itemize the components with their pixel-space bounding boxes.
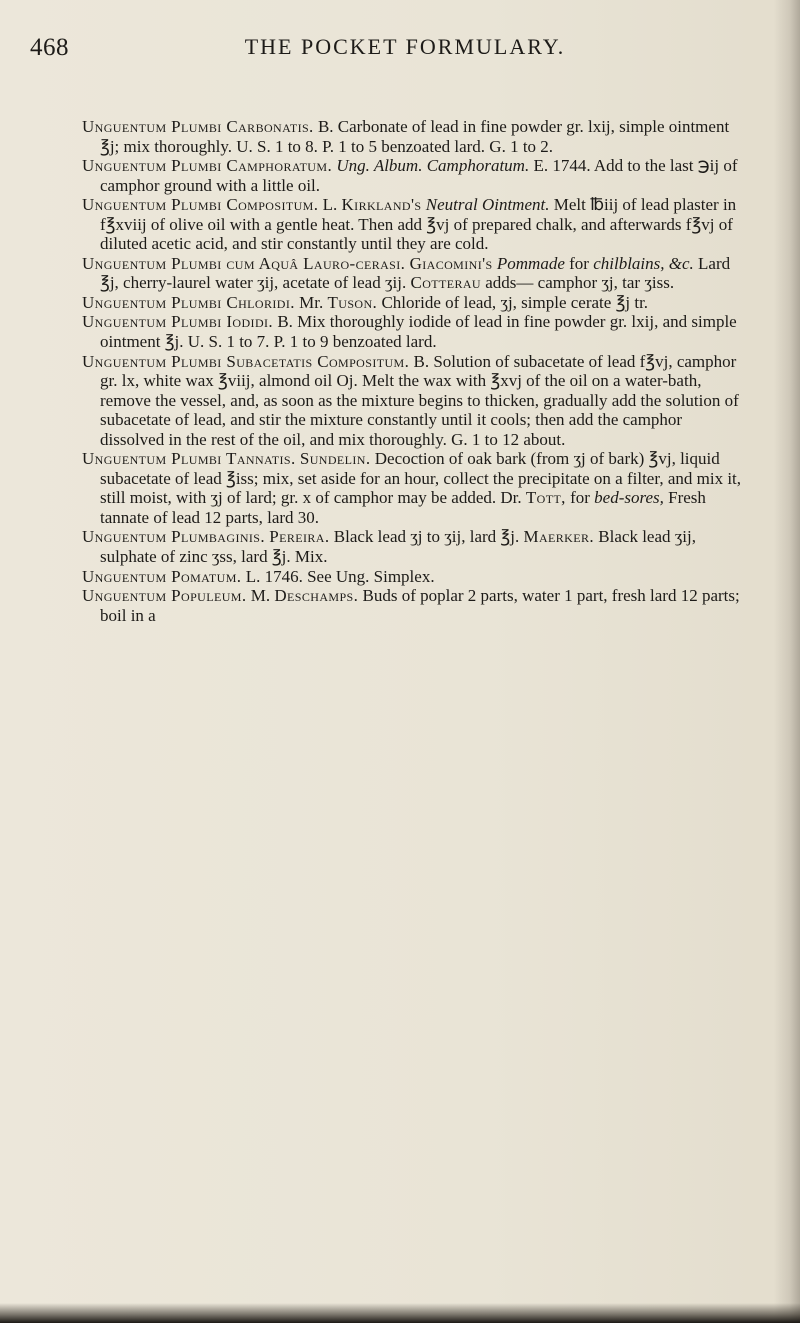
entry-text: Black lead ʒij, sulphate of zinc ʒss, lard ℥j. Mix. (100, 527, 697, 567)
entry-title: Unguentum Plumbi cum Aquâ Lauro-cerasi. (82, 253, 406, 273)
entry-title: Unguentum Plumbi Iodidi. (82, 312, 274, 332)
entry-title: Unguentum Plumbi Tannatis. (82, 449, 296, 469)
entry-text: Melt ℔iij of lead plaster in f℥xviij of olive oil with a gentle heat. Then add ℥vj of prepared chalk, and afterwards f℥vj of diluted acetic acid, and stir constantly until they are cold. (100, 195, 737, 254)
entry-text: Lard ℥j, cherry-laurel water ʒij, acetate of lead ʒij. (100, 253, 731, 293)
entry-text: L. (318, 195, 342, 215)
entry-text: Black lead ʒj to ʒij, lard ℥j. (329, 527, 524, 547)
entry-text: B. Solution of subacetate of lead f℥vj, camphor gr. lx, white wax ℥viij, almond oil Oj. Melt the wax with ℥xvj of the oil on a water-bath, remove the vessel, and, as soon as the mixture begins to thicken, gradually add the solution of subacetate of lead, and stir the mixture constantly until it cools; then add the camphor dissolved in the rest of the oil, and mix thoroughly. G. 1 to 12 about. (100, 351, 739, 449)
entry-text: for (564, 253, 594, 273)
entry-title: Unguentum Plumbi Chloridi. (82, 292, 295, 312)
entry-text: Chloride of lead, ʒj, simple cerate ℥j tr. (377, 292, 649, 312)
synonym-italic: Ung. Album. Camphoratum. (336, 156, 530, 176)
entry-text: M. (246, 586, 275, 606)
entry-text: B. Mix thoroughly iodide of lead in fine powder gr. lxij, and simple ointment ℥j. U. S. 1 to 7. P. 1 to 9 benzoated lard. (100, 312, 737, 352)
entry-title: Unguentum Plumbi Carbonatis. (82, 117, 314, 136)
preparation-italic: Neutral Ointment. (425, 195, 550, 215)
entry-ung-plumbi-iodidi (82, 312, 750, 351)
entry-text: Fresh tannate of lead 12 parts, lard 30. (100, 488, 706, 527)
page-bottom-edge (0, 1303, 800, 1323)
author-name: Deschamps. (274, 586, 359, 606)
entry-ung-populeum (82, 586, 750, 625)
page-edge-shadow (774, 0, 800, 1323)
entry-ung-plumbaginis (82, 527, 750, 566)
entry-ung-plumbi-chloridi (82, 293, 750, 313)
author-name: Tuson. (327, 292, 378, 312)
author-name: Maerker. (523, 527, 595, 547)
entry-ung-plumbi-subacetatis (82, 352, 750, 450)
author-name: Cotterau (410, 273, 481, 293)
entry-ung-plumbi-carbonatis (82, 117, 750, 156)
running-head: THE POCKET FORMULARY. (244, 34, 566, 59)
page-header (30, 34, 750, 64)
author-name: Giacomini's (409, 253, 493, 273)
entry-title: Unguentum Plumbaginis. (82, 527, 266, 547)
use-italic: bed-sores, (594, 488, 664, 508)
author-name: Sundelin. (299, 449, 371, 469)
entry-ung-pomatum (82, 567, 750, 587)
use-italic: chilblains, &c. (593, 253, 694, 273)
entry-text: Decoction of oak bark (from ʒj of bark) ℥vj, liquid subacetate of lead ℥iss; mix, set aside for an hour, collect the precipitate on a filter, and mix it, still moist, with ʒj of lard; gr. x of camphor may be added. Dr. (100, 449, 742, 508)
page-number: 468 (30, 34, 69, 61)
entry-text: for (565, 488, 595, 508)
entry-ung-plumbi-tannatis (82, 449, 750, 527)
preparation-italic: Pommade (496, 253, 565, 273)
author-name: Tott, (525, 488, 566, 508)
entry-text: B. Carbonate of lead in fine powder gr. lxij, simple ointment ℥j; mix thoroughly. U. S. 1 to 8. P. 1 to 5 benzoated lard. G. 1 to 2. (100, 117, 730, 156)
entry-text: E. 1744. Add to the last ℈ij of camphor ground with a little oil. (100, 156, 738, 195)
author-name: Pereira. (269, 527, 330, 547)
entry-title: Unguentum Populeum. (82, 586, 247, 606)
entry-title: Unguentum Plumbi Compositum. (82, 195, 319, 215)
entry-text: Mr. (294, 292, 328, 312)
entry-ung-plumbi-camphoratum (82, 156, 750, 195)
entry-text: Buds of poplar 2 parts, water 1 part, fresh lard 12 parts; boil in a (100, 586, 740, 625)
entry-text: adds— camphor ʒj, tar ʒiss. (480, 273, 675, 293)
entry-ung-plumbi-lauro-cerasi (82, 254, 750, 293)
page-body (82, 117, 750, 625)
entry-title: Unguentum Plumbi Subacetatis Compositum. (82, 351, 410, 371)
entry-title: Unguentum Pomatum. (82, 566, 242, 586)
entry-text: L. 1746. See Ung. Simplex. (241, 566, 435, 586)
entry-ung-plumbi-compositum (82, 195, 750, 254)
entry-title: Unguentum Plumbi Camphoratum. (82, 156, 333, 176)
author-name: Kirkland's (341, 195, 422, 215)
